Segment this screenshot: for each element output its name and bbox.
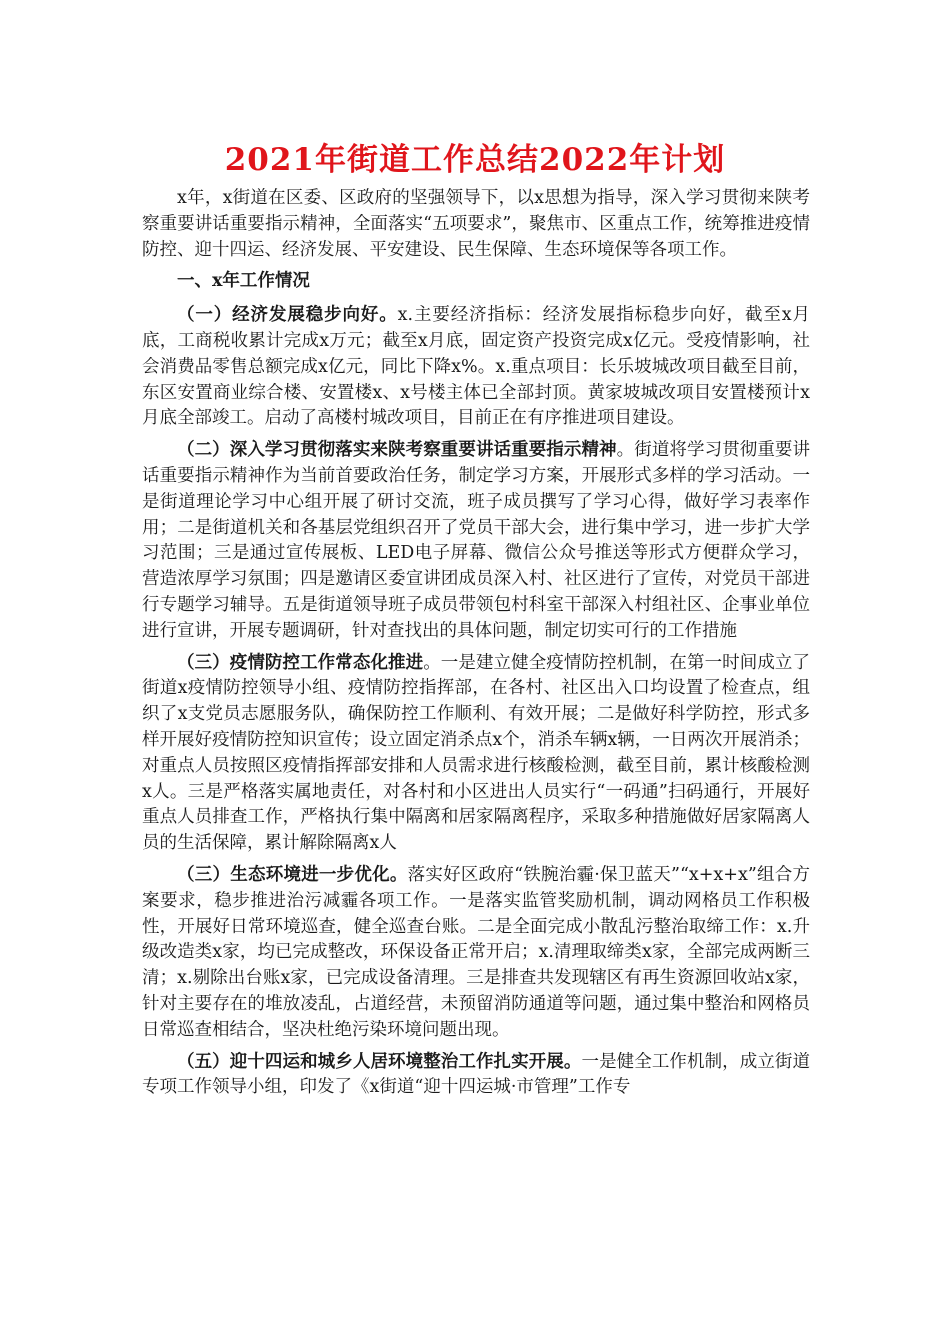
- item-paragraph-2: [142, 438, 810, 644]
- item-paragraph-3: [142, 651, 810, 857]
- item-lead-3: （三）疫情防控工作常态化推进: [177, 652, 424, 673]
- item-paragraph-5: [142, 1050, 810, 1102]
- item-text-3: 。一是建立健全疫情防控机制，在第一时间成立了街道x疫情防控领导小组、疫情防控指挥部，在各村、社区出入口均设置了检查点，组织了x支党员志愿服务队，确保防控工作顺利、有效开展；二是做好科学防控，形式多样开展好疫情防控知识宣传；设立固定消杀点x个，消杀车辆x辆，一日两次开展消杀；对重点人员按照区疫情指挥部安排和人员需求进行核酸检测，截至目前，累计核酸检测x人。三是严格落实属地责任，对各村和小区进出人员实行“一码通”扫码通行，开展好重点人员排查工作，严格执行集中隔离和居家隔离程序，采取多种措施做好居家隔离人员的生活保障，累计解除隔离x人: [142, 652, 811, 854]
- section-heading: 一、x年工作情况: [177, 271, 310, 292]
- item-text-1: x.主要经济指标：经济发展指标稳步向好，截至x月底，工商税收累计完成x万元；截至x月底，固定资产投资完成x亿元。受疫情影响，社会消费品零售总额完成x亿元，同比下降x%。x.重点项目：长乐坡城改项目截至目前，东区安置商业综合楼、安置楼x、x号楼主体已全部封顶。黄家坡城改项目安置楼预计x月底全部竣工。启动了高楼村城改项目，目前正在有序推进项目建设。: [142, 305, 810, 429]
- item-paragraph-1: [142, 303, 810, 432]
- document-body: [142, 186, 810, 1107]
- item-paragraph-4: [142, 863, 810, 1044]
- item-lead-2: （二）深入学习贯彻落实来陕考察重要讲话重要指示精神: [177, 440, 617, 461]
- intro-paragraph: x年，x街道在区委、区政府的坚强领导下，以x思想为指导，深入学习贯彻来陕考察重要讲话重要指示精神，全面落实“五项要求”，聚焦市、区重点工作，统筹推进疫情防控、迎十四运、经济发展、平安建设、民生保障、生态环境保等各项工作。: [142, 188, 810, 260]
- item-lead-4: （三）生态环境进一步优化。: [177, 864, 408, 885]
- item-text-5: 一是健全工作机制，成立街道专项工作领导小组，印发了《x街道“迎十四运城·市管理”工作专: [142, 1051, 811, 1098]
- item-text-4: 落实好区政府“铁腕治霾·保卫蓝天”“x+x+x”组合方案要求，稳步推进治污减霾各项工作。一是落实监管奖励机制，调动网格员工作积极性，开展好日常环境巡查，健全巡查台账。二是全面完成小散乱污整治取缔工作：x.升级改造类x家，均已完成整改，环保设备正常开启；x.清理取缔类x家，全部完成两断三清；x.剔除出台账x家，已完成设备清理。三是排查共发现辖区有再生资源回收站x家，针对主要存在的堆放凌乱，占道经营，未预留消防通道等问题，通过集中整治和网格员日常巡查相结合，坚决杜绝污染环境问题出现。: [142, 864, 810, 1040]
- item-text-2: 。街道将学习贯彻重要讲话重要指示精神作为当前首要政治任务，制定学习方案，开展形式多样的学习活动。一是街道理论学习中心组开展了研讨交流，班子成员撰写了学习心得，做好学习表率作用；二是街道机关和各基层党组织召开了党员干部大会，进行集中学习，进一步扩大学习范围；三是通过宣传展板、LED电子屏幕、微信公众号推送等形式方便群众学习，营造浓厚学习氛围；四是邀请区委宣讲团成员深入村、社区进行了宣传，对党员干部进行专题学习辅导。五是街道领导班子成员带领包村科室干部深入村组社区、企事业单位进行宣讲，开展专题调研，针对查找出的具体问题，制定切实可行的工作措施: [142, 440, 811, 641]
- item-lead-1: （一）经济发展稳步向好。: [177, 305, 398, 326]
- document-title: 2021年街道工作总结2022年计划: [224, 142, 726, 178]
- item-lead-5: （五）迎十四运和城乡人居环境整治工作扎实开展。: [177, 1051, 582, 1072]
